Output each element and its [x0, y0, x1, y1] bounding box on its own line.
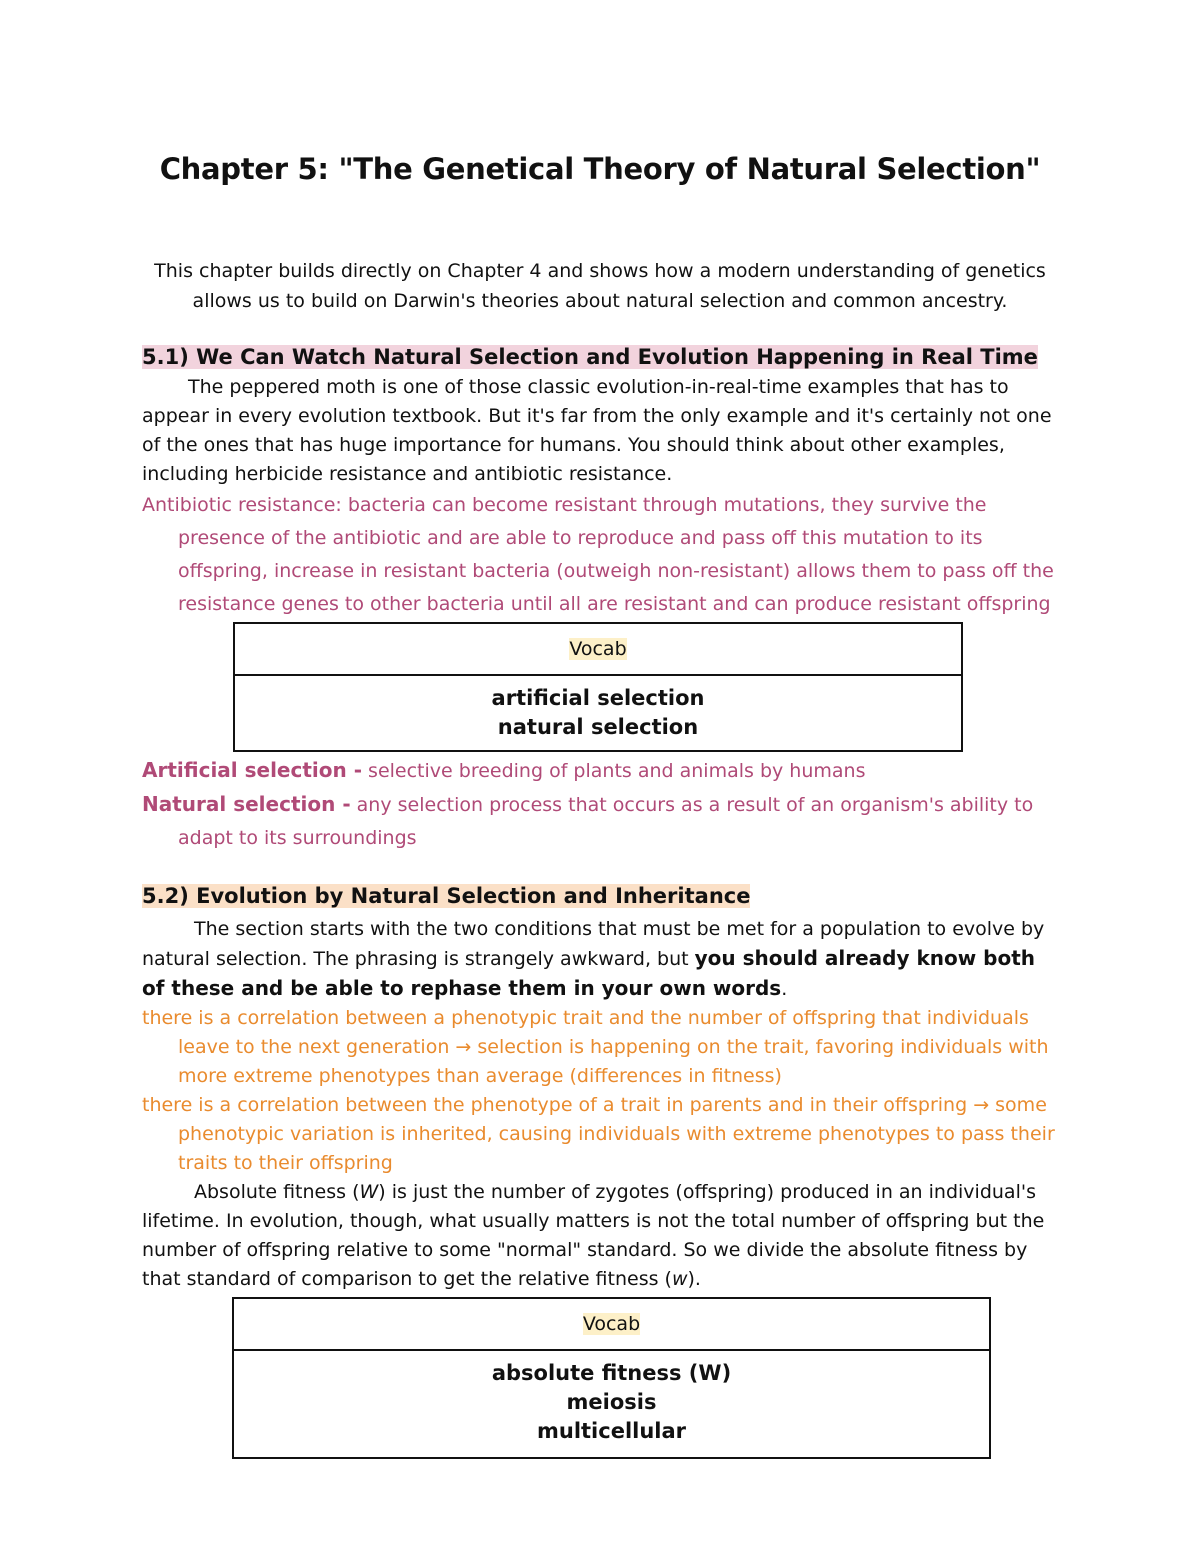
vocab-box-1-header: [235, 624, 961, 676]
section-5-2-paragraph-2: [142, 1178, 1058, 1294]
paragraph-text: Absolute fitness (: [194, 1181, 360, 1203]
section-5-1-heading: 5.1) We Can Watch Natural Selection and Evolution Happening in Real Time: [142, 345, 1038, 369]
section-5-1: [142, 343, 1058, 621]
condition-note-2: there is a correlation between the phenotype of a trait in parents and in their offspring → some phenotypic variation is inherited, causing individuals with extreme phenotypes to pass their traits to their offspring: [142, 1094, 1055, 1174]
vocab-box-2: [232, 1297, 991, 1459]
vocab-box-2-header: [234, 1299, 989, 1351]
definition-term: Natural selection -: [142, 792, 351, 816]
vocab-box-2-label: Vocab: [582, 1313, 641, 1335]
vocab-term: absolute fitness (W): [491, 1361, 732, 1385]
vocab-box-1-label: Vocab: [569, 638, 627, 660]
definition-term: Artificial selection -: [142, 758, 363, 782]
section-5-2: [142, 882, 1058, 1294]
chapter-intro: This chapter builds directly on Chapter 4 and shows how a modern understanding of genetics allows us to build on Darwin's theories about natural selection and common ancestry.: [154, 260, 1046, 312]
definition-text: selective breeding of plants and animals by humans: [362, 760, 866, 782]
vocab-box-1-terms: [235, 676, 961, 742]
paragraph-end: .: [781, 978, 788, 1000]
definition-natural-selection: [142, 788, 1058, 855]
paragraph-text: The section starts with the two conditions that must be met for a population to evolve by natural selection. The phrasing is strangely awkward, but: [142, 918, 1045, 970]
antibiotic-note: Antibiotic resistance: bacteria can become resistant through mutations, they survive the presence of the antibiotic and are able to reproduce and pass off this mutation to its offspring, increase in resistant bacteria (outweigh non-resistant) allows them to pass off the resistance genes to other bacteria until all are resistant and can produce resistant offspring: [142, 494, 1054, 615]
vocab-term: natural selection: [497, 715, 699, 739]
vocab-term: multicellular: [536, 1419, 687, 1443]
paragraph-text: ) is just the number of zygotes (offspring) produced in an individual's lifetime. In evolution, though, what usually matters is not the total number of offspring but the number of offspring relative to some "normal" standard. So we divide the absolute fitness by that standard of comparison to get the relative fitness (: [142, 1181, 1045, 1290]
definition-text: any selection process that occurs as a result of an organism's ability to adapt to its surroundings: [178, 794, 1034, 849]
section-5-1-paragraph: [142, 343, 1058, 489]
section-5-2-paragraph-1: [142, 915, 1058, 1004]
section-5-2-heading: 5.2) Evolution by Natural Selection and Inheritance: [142, 884, 751, 908]
vocab-box-2-terms: [234, 1351, 989, 1446]
chapter-title: Chapter 5: "The Genetical Theory of Natural Selection": [159, 152, 1041, 186]
definitions: [142, 754, 1058, 855]
section-5-1-text: The peppered moth is one of those classic evolution-in-real-time examples that has to appear in every evolution textbook. But it's far from the only example and it's certainly not one of the ones that has huge importance for humans. You should think about other examples, including herbicide resistance and antibiotic resistance.: [142, 376, 1052, 485]
condition-note-1: there is a correlation between a phenotypic trait and the number of offspring that individuals leave to the next generation → selection is happening on the trait, favoring individuals with more extreme phenotypes than average (differences in fitness): [142, 1007, 1049, 1087]
paragraph-emphasis: you should already know both of these and be able to rephase them in your own words: [142, 946, 1036, 1000]
section-5-2-heading-line: [142, 882, 1058, 912]
paragraph-end: ).: [687, 1268, 701, 1290]
vocab-box-1: [233, 622, 963, 752]
vocab-term: artificial selection: [491, 686, 705, 710]
vocab-term: meiosis: [566, 1390, 657, 1414]
definition-artificial-selection: [142, 754, 1058, 788]
symbol-W: W: [359, 1181, 379, 1203]
symbol-w: w: [671, 1268, 688, 1290]
